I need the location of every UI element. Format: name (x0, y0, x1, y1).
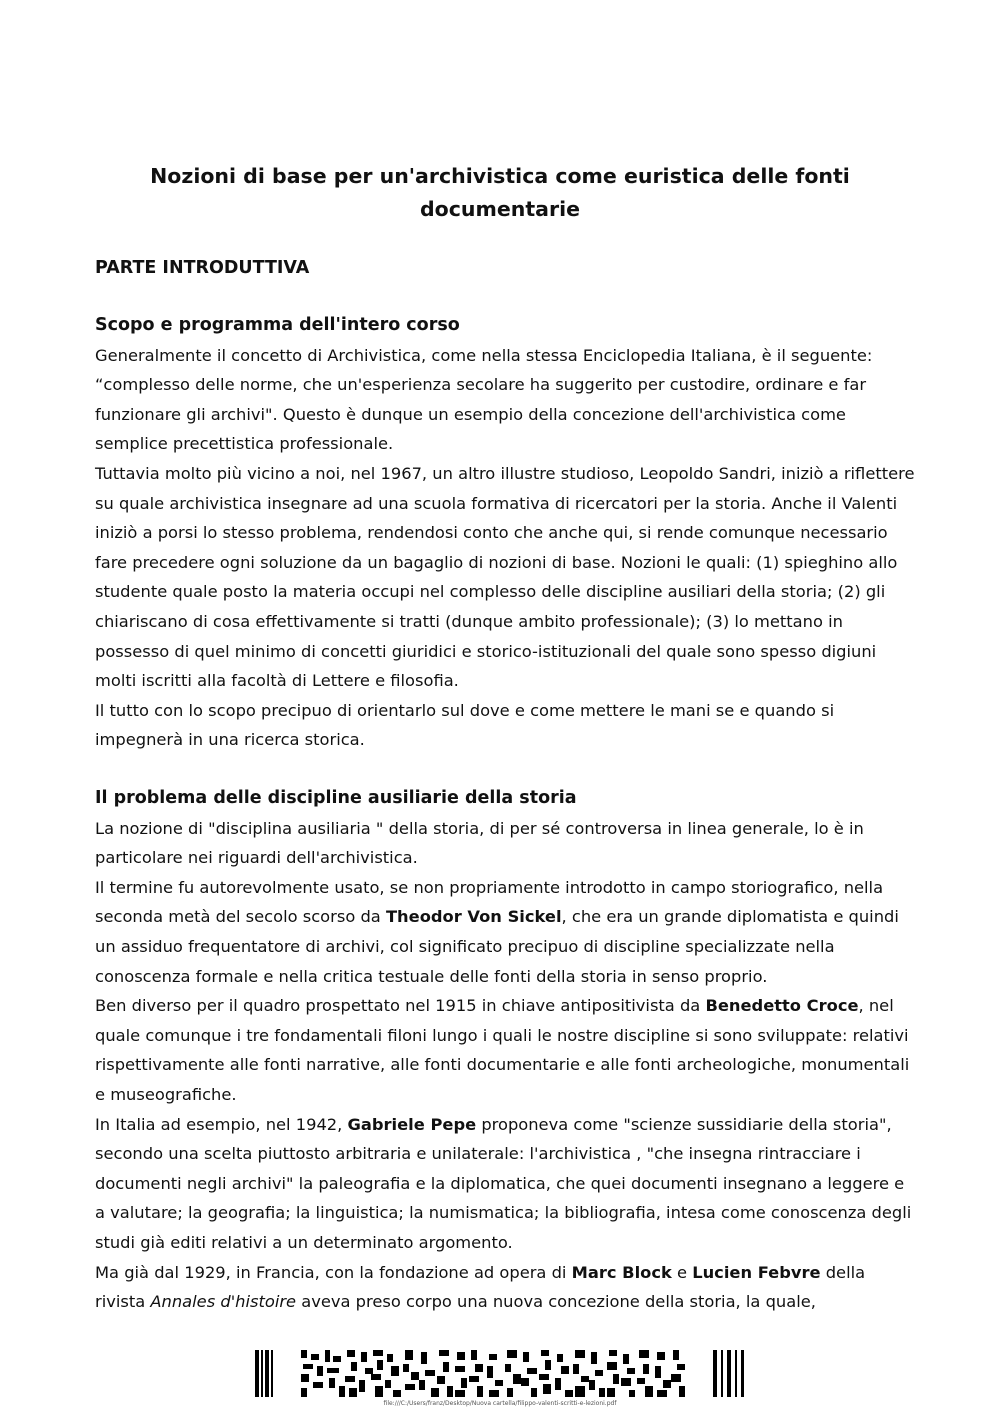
text-run: Ma già dal 1929, in Francia, con la fondazione ad opera di (95, 1262, 572, 1282)
person-name: Marc Block (571, 1262, 672, 1282)
document-title: Nozioni di base per un'archivistica come euristica delle fonti documentarie (150, 164, 850, 221)
text-run: Ben diverso per il quadro prospettato nel 1915 in chiave antipositivista da (95, 996, 706, 1016)
text-run: della rivista (95, 1262, 866, 1312)
section-heading: Scopo e programma dell'intero corso (95, 315, 460, 335)
person-name: Benedetto Croce (705, 996, 859, 1016)
paragraph (95, 1110, 915, 1258)
part-heading: PARTE INTRODUTTIVA (95, 258, 310, 278)
paragraph (95, 1258, 915, 1317)
text-run: , che era un grande diplomatista e quindi un assiduo frequentatore di archivi, col significato precipuo di discipline specializzate nella conoscenza formale e nella critica testuale delle fonti della storia in senso proprio. (95, 907, 899, 986)
paragraph: Tuttavia molto più vicino a noi, nel 1967, un altro illustre studioso, Leopoldo Sandri, iniziò a riflettere su quale archivistica insegnare ad una scuola formativa di ricercatori per la storia. Anche il Valenti iniziò a porsi lo stesso problema, rendendosi conto che anche qui, si rende comunque necessario fare precedere ogni soluzione da un bagaglio di nozioni di base. Nozioni le quali: (1) spieghino allo studente quale posto la materia occupi nel complesso delle discipline ausiliari della storia; (2) gli chiariscano di cosa effettivamente si tratti (dunque ambito professionale); (3) lo mettano in possesso di quel minimo di concetti giuridici e storico-istituzionali del quale sono spesso digiuni molti iscritti alla facoltà di Lettere e filosofia. (95, 463, 915, 691)
paragraph (95, 873, 915, 991)
person-name: Lucien Febvre (692, 1262, 821, 1282)
text-run: proponeva come "scienze sussidiarie della storia", secondo una scelta piuttosto arbitraria e unilaterale: l'archivistica , "che insegna rintracciare i documenti negli archivi" la paleografia e la diplomatica, che quei documenti insegnano a leggere e a valutare; la geografia; la linguistica; la numismatica; la bibliografia, intesa come conoscenza degli studi già editi relativi a un determinato argomento. (95, 1114, 912, 1252)
section-heading: Il problema delle discipline ausiliarie della storia (95, 788, 577, 808)
paragraph: La nozione di "disciplina ausiliaria " della storia, di per sé controversa in linea generale, lo è in particolare nei riguardi dell'archivistica. (95, 818, 864, 868)
text-run: e (671, 1262, 693, 1282)
person-name: Theodor Von Sickel (385, 907, 562, 927)
text-run: Il termine fu autorevolmente usato, se non propriamente introdotto in campo storiografico, nella seconda metà del secolo scorso da (95, 877, 884, 927)
section-scopo (95, 311, 915, 755)
text-run: aveva preso corpo una nuova concezione della storia, la quale, (296, 1292, 816, 1312)
journal-title: Annales d'histoire (150, 1292, 297, 1312)
paragraph: Il tutto con lo scopo precipuo di orientarlo sul dove e come mettere le mani se e quando si impegnerà in una ricerca storica. (95, 700, 835, 750)
text-run: , nel quale comunque i tre fondamentali filoni lungo i quali le nostre discipline si sono sviluppate: relativi rispettivamente alle fonti narrative, alle fonti documentarie e alle fonti archeologiche, monumentali e museografiche. (95, 996, 910, 1104)
barcode-icon (255, 1350, 745, 1397)
person-name: Gabriele Pepe (347, 1114, 477, 1134)
paragraph: Generalmente il concetto di Archivistica, come nella stessa Enciclopedia Italiana, è il seguente: “complesso delle norme, che un'esperienza secolare ha suggerito per custodire, ordinare e far funzionare gli archivi". Questo è dunque un esempio della concezione dell'archivistica come semplice precettistica professionale. (95, 345, 873, 454)
paragraph (95, 991, 915, 1109)
file-path-footer: file:///C:/Users/franz/Desktop/Nuova cartella/filippo-valenti-scritti-e-lezioni.pdf (383, 1400, 617, 1407)
text-run: In Italia ad esempio, nel 1942, (95, 1114, 348, 1134)
section-discipline-ausiliarie (95, 784, 915, 1317)
